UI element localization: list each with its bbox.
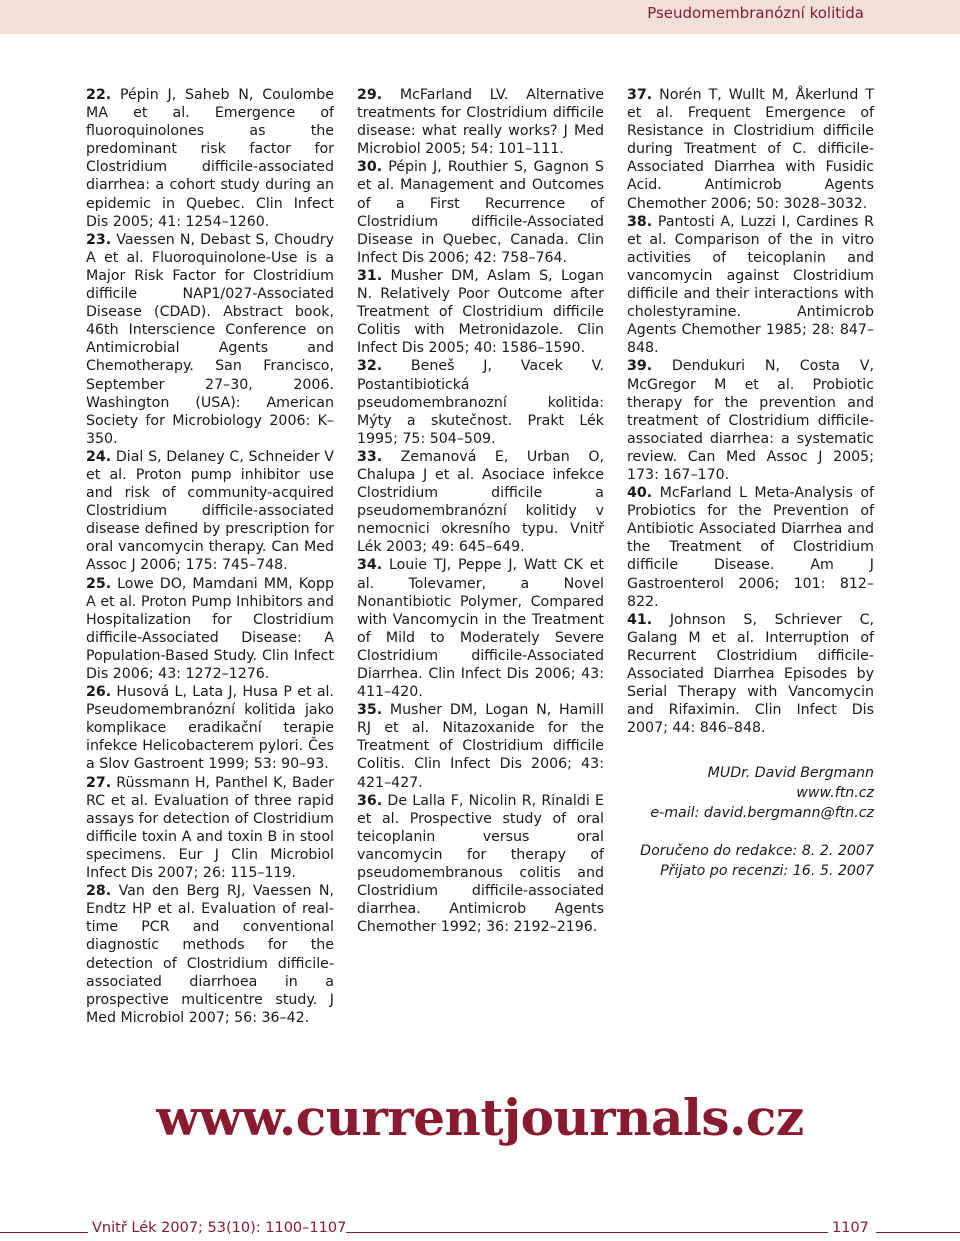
footer-rule-middle [342, 1232, 828, 1233]
reference-item: 28. Van den Berg RJ, Vaessen N, Endtz HP et al. Evaluation of real-time PCR and conventional diagnostic methods for the detection of Clostridium difficile-associated diarrhoea in a prospective multicentre study. J Med Microbiol 2007; 56: 36–42. [86, 883, 334, 1026]
reference-item: 24. Dial S, Delaney C, Schneider V et al. Proton pump inhibitor use and risk of community-acquired Clostridium difficile-associated disease defined by prescription for oral vancomycin therapy. Can Med Assoc J 2006; 175: 745–748. [86, 448, 334, 574]
reference-item: 36. De Lalla F, Nicolin R, Rinaldi E et al. Prospective study of oral teicoplanin versus oral vancomycin for therapy of pseudomembranous colitis and Clostridium difficile-associated diarrhea. Antimicrob Agents Chemother 1992; 36: 2192–2196. [357, 792, 604, 936]
reference-item: 29. McFarland LV. Alternative treatments for Clostridium difficile disease: what really works? J Med Microbiol 2005; 54: 101–111. [357, 87, 604, 158]
reference-item: 27. Rüssmann H, Panthel K, Bader RC et al. Evaluation of three rapid assays for detection of Clostridium difficile toxin A and toxin B in stool specimens. Eur J Clin Microbiol Infect Dis 2007; 26: 115–119. [86, 774, 334, 882]
references-column-1 [86, 86, 334, 1027]
reference-item: 39. Dendukuri N, Costa V, McGregor M et al. Probiotic therapy for the prevention and treatment of Clostridium difficile-associated diarrhea: a systematic review. Can Med Assoc J 2005; 173: 167–170. [627, 358, 874, 483]
running-header-title: Pseudomembranózní kolitida [647, 4, 864, 22]
page-number: 1107 [832, 1220, 869, 1236]
reference-item: 38. Pantosti A, Luzzi I, Cardines R et al. Comparison of the in vitro activities of teicoplanin and vancomycin against Clostridium difficile and their interactions with cholestyramine. Antimicrob Agents Chemother 1985; 28: 847–848. [627, 213, 874, 357]
references-column-2 [357, 86, 604, 936]
reference-item: 32. Beneš J, Vacek V. Postantibiotická pseudomembranozní kolitida: Mýty a skutečnost. Prakt Lék 1995; 75: 504–509. [357, 358, 604, 447]
reference-item: 37. Norén T, Wullt M, Åkerlund T et al. Frequent Emergence of Resistance in Clostridium difficile during Treatment of C. difficile-Associated Diarrhea with Fusidic Acid. Antimicrob Agents Chemother 2006; 50: 3028–3032. [627, 87, 874, 212]
received-date: Doručeno do redakce: 8. 2. 2007 [640, 843, 874, 860]
reference-item: 30. Pépin J, Routhier S, Gagnon S et al. Management and Outcomes of a First Recurrence of Clostridium difficile-Associated Disease in Quebec, Canada. Clin Infect Dis 2006; 42: 758–764. [357, 159, 604, 266]
reference-item: 35. Musher DM, Logan N, Hamill RJ et al. Nitazoxanide for the Treatment of Clostridium difficile Colitis. Clin Infect Dis 2006; 43: 421–427. [357, 702, 604, 791]
reference-item: 40. McFarland L Meta-Analysis of Probiotics for the Prevention of Antibiotic Associated Diarrhea and the Treatment of Clostridium difficile Disease. Am J Gastroenterol 2006; 101: 812–822. [627, 485, 874, 610]
references-column-3 [627, 86, 874, 881]
reference-item: 22. Pépin J, Saheb N, Coulombe MA et al. Emergence of fluoroquinolones as the predominant risk factor for Clostridium difficile-associated diarrhea: a cohort study during an epidemic in Quebec. Clin Infect Dis 2005; 41: 1254–1260. [86, 87, 334, 230]
reference-item: 34. Louie TJ, Peppe J, Watt CK et al. Tolevamer, a Novel Nonantibiotic Polymer, Compared with Vancomycin in the Treatment of Mild to Moderately Severe Clostridium difficile-Associated Diarrhea. Clin Infect Dis 2006; 43: 411–420. [357, 557, 604, 701]
author-signature [627, 763, 874, 881]
reference-item: 25. Lowe DO, Mamdani MM, Kopp A et al. Proton Pump Inhibitors and Hospitalization for Clostridium difficile-Associated Disease: A Population-Based Study. Clin Infect Dis 2006; 43: 1272–1276. [86, 575, 334, 682]
journal-website-banner: www.currentjournals.cz [156, 1088, 804, 1147]
accepted-date: Přijato po recenzi: 16. 5. 2007 [660, 863, 874, 880]
reference-item: 23. Vaessen N, Debast S, Choudry A et al. Fluoroquinolone-Use is a Major Risk Factor for Clostridium difficile NAP1/027-Associated Disease (CDAD). Abstract book, 46th Interscience Conference on Antimicrobial Agents and Chemotherapy. San Francisco, September 27–30, 2006. Washington (USA): American Society for Microbiology 2006: K–350. [86, 231, 334, 447]
reference-item: 26. Husová L, Lata J, Husa P et al. Pseudomembranózní kolitida jako komplikace eradikační terapie infekce Helicobacterem pylori. Čes a Slov Gastroent 1999; 53: 90–93. [86, 684, 334, 773]
footer-citation: Vnitř Lék 2007; 53(10): 1100–1107 [92, 1220, 347, 1236]
author-email: e-mail: david.bergmann@ftn.cz [650, 805, 874, 822]
author-web: www.ftn.cz [796, 785, 874, 802]
reference-item: 41. Johnson S, Schriever C, Galang M et al. Interruption of Recurrent Clostridium difficile-Associated Diarrhea Episodes by Serial Therapy with Vancomycin and Rifaximin. Clin Infect Dis 2007; 44: 846–848. [627, 611, 874, 737]
reference-item: 33. Zemanová E, Urban O, Chalupa J et al. Asociace infekce Clostridium difficile a pseudomembranózní kolitidy v nemocnici okresního typu. Vnitř Lék 2003; 49: 645–649. [357, 448, 604, 556]
reference-item: 31. Musher DM, Aslam S, Logan N. Relatively Poor Outcome after Treatment of Clostridium difficile Colitis with Metronidazole. Clin Infect Dis 2005; 40: 1586–1590. [357, 267, 604, 357]
footer-rule-right [876, 1232, 960, 1233]
author-name: MUDr. David Bergmann [707, 765, 874, 782]
footer-rule-left [0, 1232, 88, 1233]
